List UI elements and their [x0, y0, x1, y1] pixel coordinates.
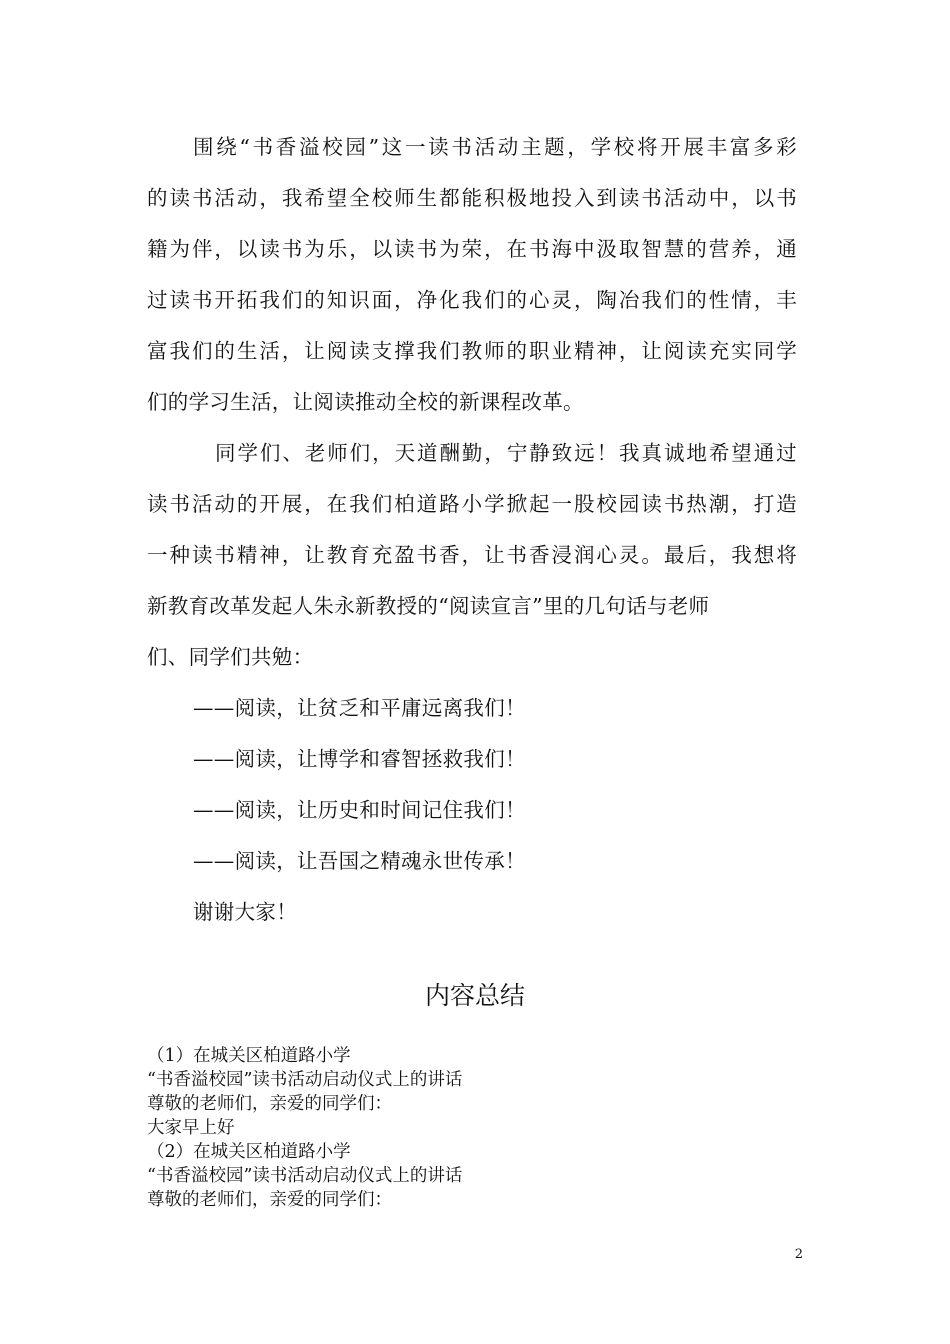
closing-thanks: 谢谢大家！: [193, 900, 297, 924]
paragraph-line: 过读书开拓我们的知识面，净化我们的心灵，陶冶我们的性情，丰: [147, 288, 797, 312]
summary-line: 尊敬的老师们，亲爱的同学们：: [147, 1190, 392, 1210]
speech-body: [147, 122, 797, 938]
summary-line: 大家早上好: [147, 1118, 235, 1138]
paragraph-line: 读书活动的开展，在我们柏道路小学掀起一股校园读书热潮，打造: [147, 492, 797, 516]
paragraph-line: 的读书活动，我希望全校师生都能积极地投入到读书活动中，以书: [147, 186, 797, 210]
summary-line: 尊敬的老师们，亲爱的同学们：: [147, 1094, 392, 1114]
summary-line: “书香溢校园”读书活动启动仪式上的讲话: [147, 1166, 463, 1186]
paragraph-line: 同学们、老师们，天道酬勤，宁静致远！我真诚地希望通过: [215, 441, 797, 465]
summary-line: “书香溢校园”读书活动启动仪式上的讲话: [147, 1070, 463, 1090]
paragraph-line: 富我们的生活，让阅读支撑我们教师的职业精神，让阅读充实同学: [147, 339, 797, 363]
reading-declaration-quotes: [147, 683, 797, 887]
paragraph-line: 围绕“书香溢校园”这一读书活动主题，学校将开展丰富多彩: [193, 135, 797, 159]
paragraph-closing-hope: [147, 428, 797, 683]
quote-line: ——阅读，让贫乏和平庸远离我们！: [193, 696, 526, 720]
page-number: 2: [794, 1247, 803, 1262]
content-summary: [147, 1044, 747, 1212]
paragraph-line: 们、同学们共勉：: [147, 645, 314, 669]
quote-line: ——阅读，让历史和时间记住我们！: [193, 798, 526, 822]
paragraph-line: 一种读书精神，让教育充盈书香，让书香浸润心灵。最后，我想将: [147, 543, 797, 567]
paragraph-line: 籍为伴，以读书为乐，以读书为荣，在书海中汲取智慧的营养，通: [147, 237, 797, 261]
paragraph-reading-theme: [147, 122, 797, 428]
quote-line: ——阅读，让吾国之精魂永世传承！: [193, 849, 526, 873]
summary-title: 内容总结: [424, 981, 525, 1010]
paragraph-line: 新教育改革发起人朱永新教授的“阅读宣言”里的几句话与老师: [147, 594, 710, 618]
quote-line: ——阅读，让博学和睿智拯救我们！: [193, 747, 526, 771]
summary-line: （2）在城关区柏道路小学: [147, 1142, 351, 1162]
paragraph-line: 们的学习生活，让阅读推动全校的新课程改革。: [147, 390, 584, 414]
summary-line: （1）在城关区柏道路小学: [147, 1046, 351, 1066]
